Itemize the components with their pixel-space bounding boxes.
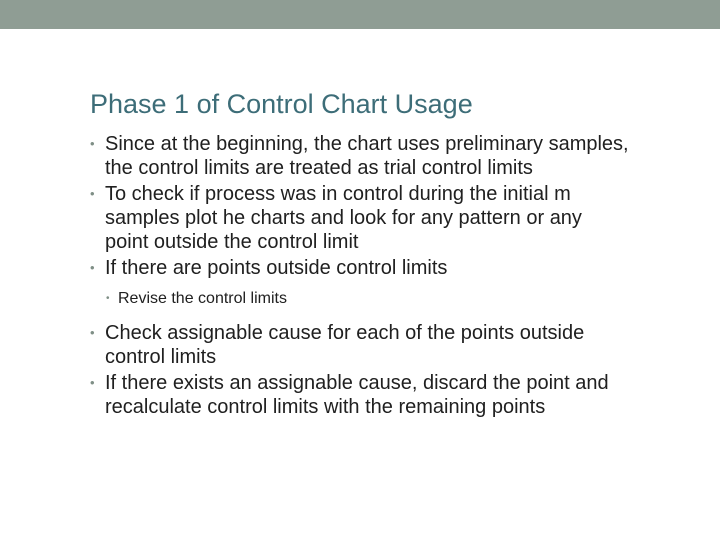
bullet-marker-icon: • [90, 136, 95, 151]
bullet-text: If there exists an assignable cause, discard the point and recalculate control limits with the remaining points [105, 372, 609, 418]
slide-title: Phase 1 of Control Chart Usage [90, 89, 473, 119]
bullet-text: Check assignable cause for each of the points outside control limits [105, 322, 585, 368]
sub-bullet-item [90, 289, 630, 309]
bullet-item [90, 132, 630, 180]
bullet-text: Since at the beginning, the chart uses preliminary samples, the control limits are treated as trial control limits [105, 133, 629, 179]
bullet-marker-icon: • [90, 186, 95, 201]
bullet-item [90, 371, 630, 419]
bullet-item [90, 182, 630, 254]
bullet-item [90, 256, 630, 280]
bullet-marker-icon: • [90, 375, 95, 390]
bullet-marker-icon: • [90, 260, 95, 275]
bullet-list [90, 132, 630, 421]
bullet-marker-icon: • [90, 325, 95, 340]
sub-bullet-text: Revise the control limits [118, 290, 287, 307]
bullet-text: To check if process was in control during the initial m samples plot he charts and look for any pattern or any point outside the control limit [105, 183, 582, 253]
bullet-text: If there are points outside control limits [105, 257, 448, 279]
top-accent-bar [0, 0, 720, 29]
sub-bullet-marker-icon: • [106, 293, 110, 304]
bullet-item [90, 321, 630, 369]
